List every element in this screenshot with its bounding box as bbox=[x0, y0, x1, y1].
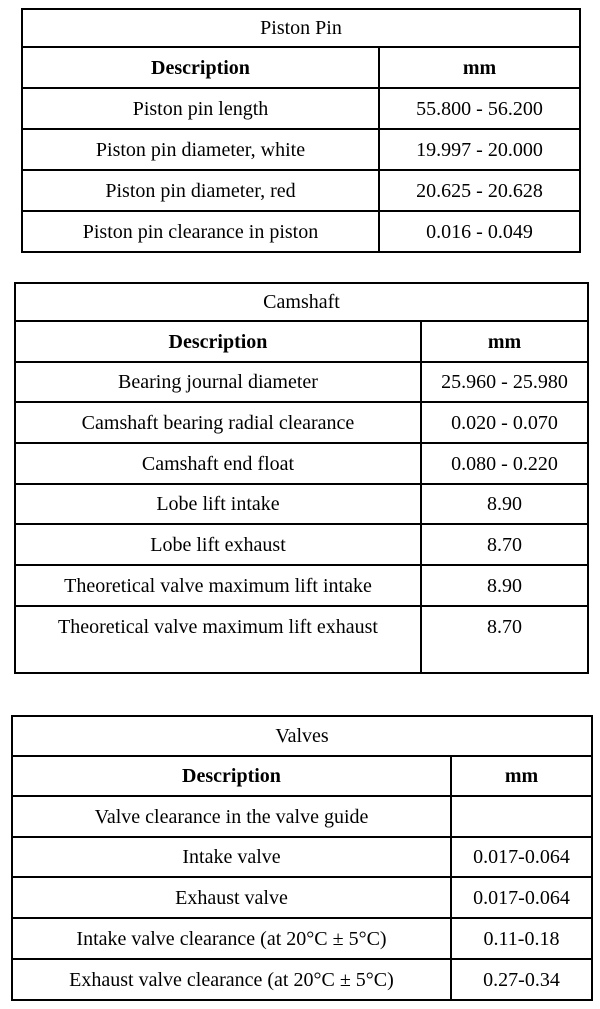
row-description: Exhaust valve bbox=[12, 877, 451, 918]
row-description: Camshaft end float bbox=[15, 443, 421, 484]
table-row bbox=[22, 129, 580, 170]
table-row bbox=[12, 959, 592, 1000]
row-value: 0.016 - 0.049 bbox=[379, 211, 580, 252]
column-header-description: Description bbox=[15, 321, 421, 362]
camshaft-table bbox=[14, 282, 589, 674]
row-description: Theoretical valve maximum lift intake bbox=[15, 565, 421, 606]
row-description: Piston pin diameter, red bbox=[22, 170, 379, 211]
column-header-description: Description bbox=[12, 756, 451, 796]
table-title: Piston Pin bbox=[22, 9, 580, 47]
table-row bbox=[15, 402, 588, 443]
table-row bbox=[15, 443, 588, 484]
table-row bbox=[12, 837, 592, 877]
table-title: Camshaft bbox=[15, 283, 588, 321]
row-value: 25.960 - 25.980 bbox=[421, 362, 588, 402]
table-row bbox=[22, 211, 580, 252]
row-value: 0.020 - 0.070 bbox=[421, 402, 588, 443]
table-row bbox=[15, 484, 588, 524]
table-row bbox=[12, 877, 592, 918]
row-description: Piston pin length bbox=[22, 88, 379, 129]
table-row bbox=[15, 524, 588, 565]
row-description: Intake valve clearance (at 20°C ± 5°C) bbox=[12, 918, 451, 959]
table-row bbox=[15, 362, 588, 402]
row-value: 19.997 - 20.000 bbox=[379, 129, 580, 170]
table-row bbox=[12, 796, 592, 837]
table-row bbox=[22, 170, 580, 211]
row-description: Theoretical valve maximum lift exhaust bbox=[15, 606, 421, 673]
column-header-unit: mm bbox=[421, 321, 588, 362]
column-header-unit: mm bbox=[379, 47, 580, 88]
column-header-description: Description bbox=[22, 47, 379, 88]
row-description: Lobe lift intake bbox=[15, 484, 421, 524]
row-value: 8.90 bbox=[421, 565, 588, 606]
table-row bbox=[22, 88, 580, 129]
table-title: Valves bbox=[12, 716, 592, 756]
table-row bbox=[15, 606, 588, 673]
table-row bbox=[15, 565, 588, 606]
row-value: 8.70 bbox=[421, 524, 588, 565]
row-value: 0.11-0.18 bbox=[451, 918, 592, 959]
row-description: Bearing journal diameter bbox=[15, 362, 421, 402]
row-value: 0.080 - 0.220 bbox=[421, 443, 588, 484]
piston-pin-table bbox=[21, 8, 581, 253]
valves-table bbox=[11, 715, 593, 1001]
row-description: Exhaust valve clearance (at 20°C ± 5°C) bbox=[12, 959, 451, 1000]
row-description: Intake valve bbox=[12, 837, 451, 877]
row-description: Camshaft bearing radial clearance bbox=[15, 402, 421, 443]
row-value: 0.017-0.064 bbox=[451, 877, 592, 918]
row-value: 0.27-0.34 bbox=[451, 959, 592, 1000]
row-value: 8.90 bbox=[421, 484, 588, 524]
row-value: 20.625 - 20.628 bbox=[379, 170, 580, 211]
row-value bbox=[451, 796, 592, 837]
row-value: 0.017-0.064 bbox=[451, 837, 592, 877]
row-value: 55.800 - 56.200 bbox=[379, 88, 580, 129]
table-row bbox=[12, 918, 592, 959]
row-description: Piston pin clearance in piston bbox=[22, 211, 379, 252]
row-value: 8.70 bbox=[421, 606, 588, 673]
row-description: Valve clearance in the valve guide bbox=[12, 796, 451, 837]
row-description: Piston pin diameter, white bbox=[22, 129, 379, 170]
row-description: Lobe lift exhaust bbox=[15, 524, 421, 565]
column-header-unit: mm bbox=[451, 756, 592, 796]
